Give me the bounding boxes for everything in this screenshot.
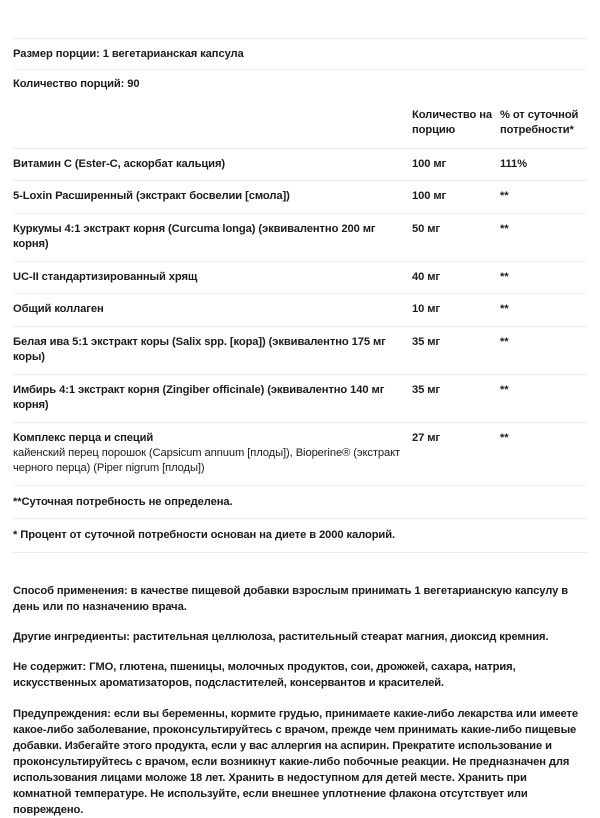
nutrient-amount: 100 мг bbox=[412, 148, 500, 180]
nutrient-amount: 10 мг bbox=[412, 294, 500, 326]
table-body bbox=[13, 148, 587, 485]
nutrient-daily-value: ** bbox=[500, 374, 587, 422]
table-row bbox=[13, 181, 587, 213]
nutrient-daily-value: ** bbox=[500, 181, 587, 213]
free-from-paragraph: Не содержит: ГМО, глютена, пшеницы, молочных продуктов, сои, дрожжей, сахара, натрия, искусственных ароматизаторов, подсластителей, консервантов и красителей. bbox=[13, 661, 516, 690]
nutrient-daily-value: ** bbox=[500, 422, 587, 485]
nutrient-facts-table bbox=[13, 99, 587, 485]
nutrient-daily-value: ** bbox=[500, 294, 587, 326]
footnote-double-star: **Суточная потребность не определена. bbox=[13, 495, 233, 508]
nutrient-daily-value: ** bbox=[500, 326, 587, 374]
column-header-daily-value: % от суточной потребности* bbox=[500, 99, 587, 148]
table-row bbox=[13, 294, 587, 326]
usage-and-warnings-block bbox=[13, 553, 587, 818]
table-row bbox=[13, 326, 587, 374]
table-row bbox=[13, 148, 587, 180]
servings-per-container-row: Количество порций: 90 bbox=[13, 78, 140, 91]
serving-info-block bbox=[13, 0, 587, 99]
directions-paragraph: Способ применения: в качестве пищевой добавки взрослым принимать 1 вегетарианскую капсулу в день или по назначению врача. bbox=[13, 584, 568, 614]
nutrient-daily-value: 111% bbox=[500, 148, 587, 180]
nutrient-amount: 50 мг bbox=[412, 213, 500, 261]
nutrient-amount: 35 мг bbox=[412, 326, 500, 374]
nutrient-name: Витамин C (Ester-C, аскорбат кальция) bbox=[13, 148, 412, 180]
nutrient-name: Куркумы 4:1 экстракт корня (Curcuma longa) (эквивалентно 200 мг корня) bbox=[13, 213, 412, 261]
nutrient-amount: 100 мг bbox=[412, 181, 500, 213]
footnotes-block bbox=[13, 486, 587, 553]
nutrient-name: 5-Loxin Расширенный (экстракт босвелии [смола]) bbox=[13, 181, 412, 213]
footnote-single-star: * Процент от суточной потребности основан на диете в 2000 калорий. bbox=[13, 529, 395, 542]
nutrient-amount: 35 мг bbox=[412, 374, 500, 422]
complex-group-title: Комплекс перца и специй bbox=[13, 431, 154, 444]
table-row-pepper-spice-complex bbox=[13, 422, 587, 485]
nutrient-amount: 40 мг bbox=[412, 261, 500, 293]
table-row bbox=[13, 261, 587, 293]
nutrient-daily-value: ** bbox=[500, 213, 587, 261]
table-header bbox=[13, 99, 587, 148]
nutrient-name-group bbox=[13, 422, 412, 485]
column-header-amount-per-serving: Количество на порцию bbox=[412, 99, 500, 148]
other-ingredients-paragraph: Другие ингредиенты: растительная целлюлоза, растительный стеарат магния, диоксид кремния. bbox=[13, 631, 549, 644]
table-row bbox=[13, 213, 587, 261]
warnings-paragraph: Предупреждения: если вы беременны, кормите грудью, принимаете какие-либо лекарства или имеете какое-либо заболевание, проконсультируйтесь с врачом, прежде чем принимать какие-либо пищевые добавки. Избегайте этого продукта, если у вас аллергия на аспирин. Прекратите использование и проконсультируйтесь с врачом, если возникнут какие-либо побочные реакции. Не предназначен для использования лицами моложе 18 лет. Хранить в недоступном для детей месте. Хранить при комнатной температуре. Не используйте, если внешнее уплотнение флакона отсутствует или повреждено. bbox=[13, 707, 579, 817]
table-header-row bbox=[13, 99, 587, 148]
nutrient-name: Имбирь 4:1 экстракт корня (Zingiber officinale) (эквивалентно 140 мг корня) bbox=[13, 374, 412, 422]
complex-ingredient-detail: кайенский перец порошок (Capsicum annuum [плоды]), Bioperine® (экстракт черного перца) (Piper nigrum [плоды]) bbox=[13, 446, 401, 475]
serving-size-row: Размер порции: 1 вегетарианская капсула bbox=[13, 48, 244, 60]
column-header-nutrient bbox=[13, 99, 412, 148]
nutrient-amount: 27 мг bbox=[412, 422, 500, 485]
nutrient-name: UC-II стандартизированный хрящ bbox=[13, 261, 412, 293]
nutrient-daily-value: ** bbox=[500, 261, 587, 293]
nutrient-name: Общий коллаген bbox=[13, 294, 412, 326]
nutrient-name: Белая ива 5:1 экстракт коры (Salix spp. [кора]) (эквивалентно 175 мг коры) bbox=[13, 326, 412, 374]
table-row bbox=[13, 374, 587, 422]
